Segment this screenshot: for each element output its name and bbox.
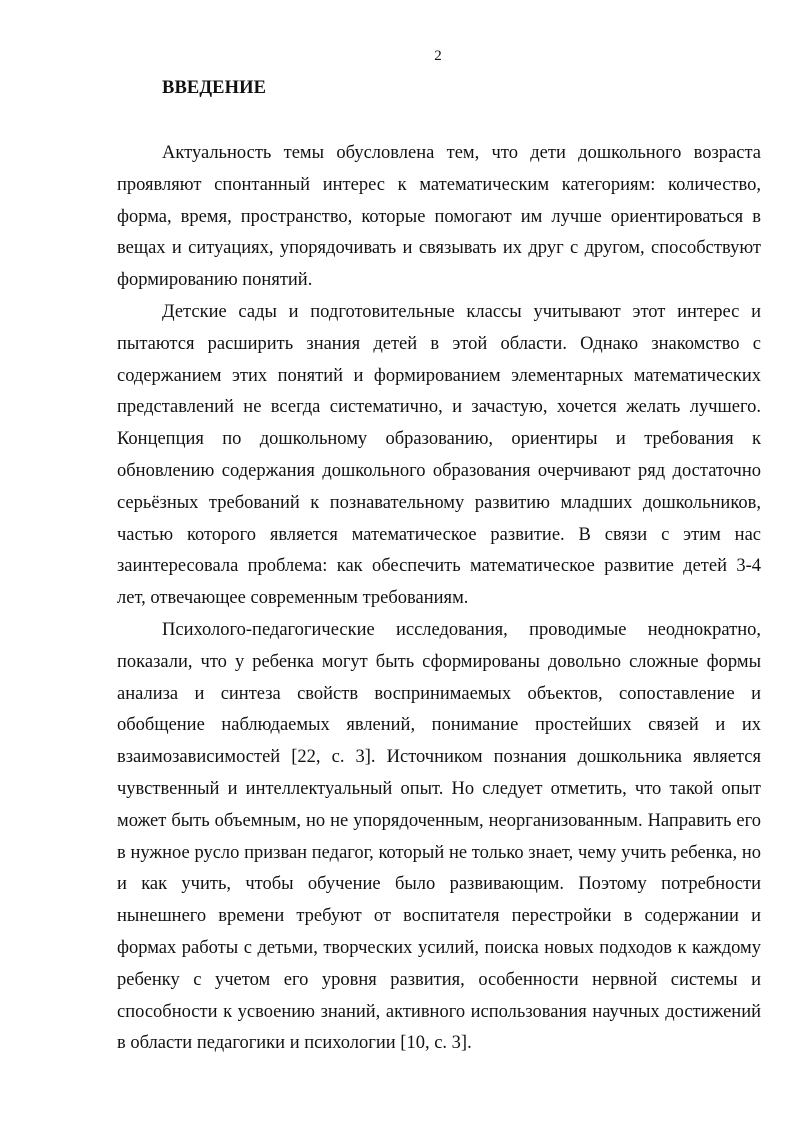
paragraph-research: Психолого-педагогические исследования, проводимые неоднократно, показали, что у ребенка могут быть сформированы довольно сложные формы анализа и синтеза свойств воспринимаемых объектов, сопоставление и обобщение наблюдаемых явлений, понимание простейших связей и их взаимозависимостей [22, с. 3]. Источником познания дошкольника является чувственный и интеллектуальный опыт. Но следует отметить, что такой опыт может быть объемным, но не упорядоченным, неорганизованным. Направить его в нужное русло призван педагог, который не только знает, чему учить ребенка, но и как учить, чтобы обучение было развивающим. Поэтому потребности нынешнего времени требуют от воспитателя перестройки в содержании и формах работы с детьми, творческих усилий, поиска новых подходов к каждому ребенку с учетом его уровня развития, особенности нервной системы и способности к усвоению знаний, активного использования научных достижений в области педагогики и психологии [10, с. 3]. — [117, 619, 761, 1054]
section-heading: ВВЕДЕНИЕ — [162, 78, 267, 98]
page-number: 2 — [434, 48, 442, 64]
paragraph-kindergartens: Детские сады и подготовительные классы учитывают этот интерес и пытаются расширить знания детей в этой области. Однако знакомство с содержанием этих понятий и формированием элементарных математических представлений не всегда систематично, и зачастую, хочется желать лучшего. Концепция по дошкольному образованию, ориентиры и требования к обновлению содержания дошкольного образования очерчивают ряд достаточно серьёзных требований к познавательному развитию младших дошкольников, частью которого является математическое развитие. В связи с этим нас заинтересовала проблема: как обеспечить математическое развитие детей 3-4 лет, отвечающее современным требованиям. — [117, 301, 761, 609]
paragraph-relevance: Актуальность темы обусловлена тем, что дети дошкольного возраста проявляют спонтанный интерес к математическим категориям: количество, форма, время, пространство, которые помогают им лучше ориентироваться в вещах и ситуациях, упорядочивать и связывать их друг с другом, способствуют формированию понятий. — [117, 143, 761, 291]
body-text — [117, 138, 761, 1060]
